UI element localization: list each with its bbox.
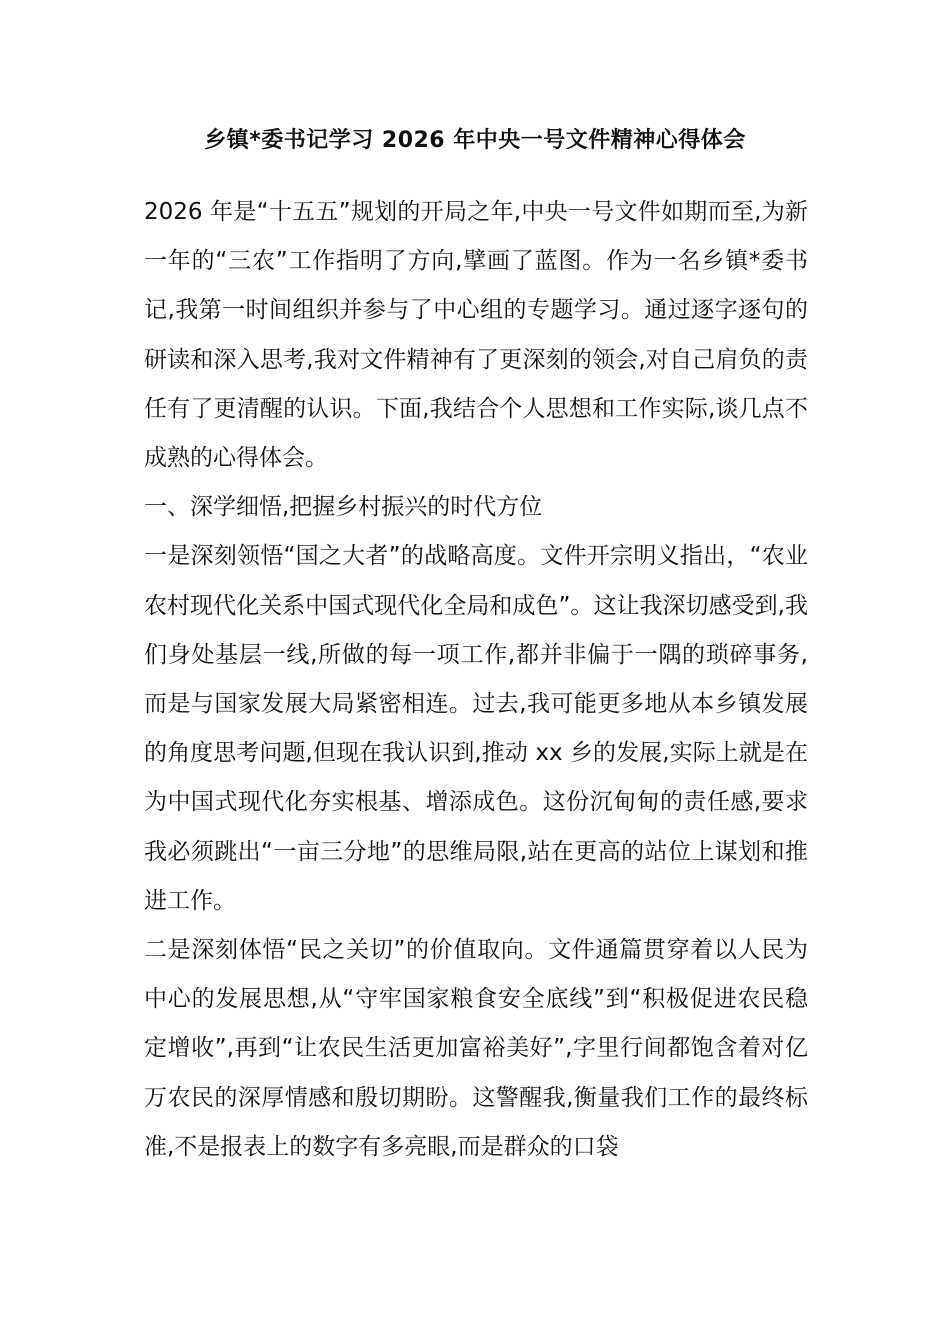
- intro-paragraph: 2026 年是“十五五”规划的开局之年,中央一号文件如期而至,为新一年的“三农”工作指明了方向,擘画了蓝图。作为一名乡镇*委书记,我第一时间组织并参与了中心组的专题学习。通过逐字逐句的研读和深入思考,我对文件精神有了更深刻的领会,对自己肩负的责任有了更清醒的认识。下面,我结合个人思想和工作实际,谈几点不成熟的心得体会。: [144, 199, 808, 472]
- section-heading-1: 一、深学细悟,把握乡村振兴的时代方位: [144, 494, 543, 521]
- body-paragraph: 二是深刻体悟“民之关切”的价值取向。文件通篇贯穿着以人民为中心的发展思想,从“守牢国家粮食安全底线”到“积极促进农民稳定增收”,再到“让农民生活更加富裕美好”,字里行间都饱含着对亿万农民的深厚情感和殷切期盼。这警醒我,衡量我们工作的最终标准,不是报表上的数字有多亮眼,而是群众的口袋: [144, 937, 808, 1160]
- document-title: 乡镇*委书记学习 2026 年中央一号文件精神心得体会: [204, 128, 746, 153]
- body-paragraph: 一是深刻领悟“国之大者”的战略高度。文件开宗明义指出，“农业农村现代化关系中国式现代化全局和成色”。这让我深切感受到,我们身处基层一线,所做的每一项工作,都并非偏于一隅的琐碎事务,而是与国家发展大局紧密相连。过去,我可能更多地从本乡镇发展的角度思考问题,但现在我认识到,推动 xx 乡的发展,实际上就是在为中国式现代化夯实根基、增添成色。这份沉甸甸的责任感,要求我必须跳出“一亩三分地”的思维局限,站在更高的站位上谋划和推进工作。: [144, 543, 808, 914]
- document-body: [144, 188, 808, 1172]
